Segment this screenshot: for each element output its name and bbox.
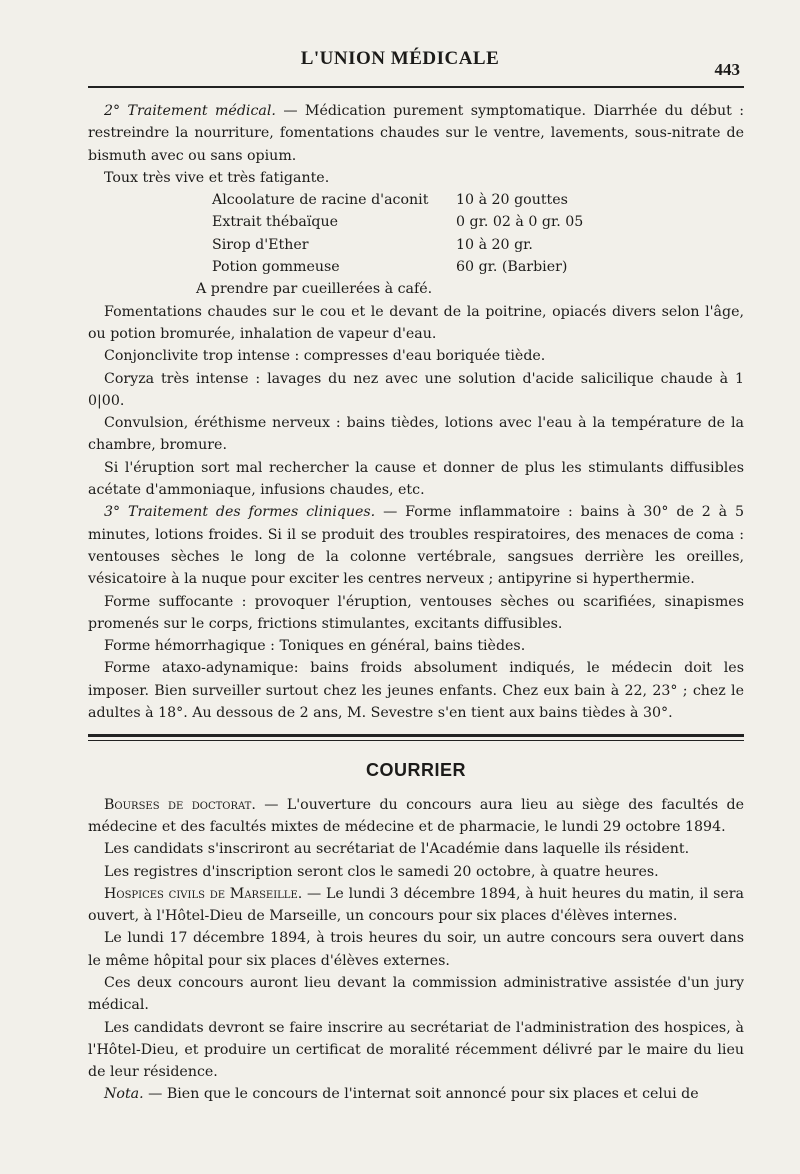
paragraph-fomentations: Fomentations chaudes sur le cou et le devant de la poitrine, opiacés divers selon l'âge, ou potion bromurée, inhalation de vapeur d'eau. <box>88 303 744 342</box>
prescription-row <box>212 211 744 233</box>
prescription-name: Sirop d'Ether <box>212 236 309 253</box>
paragraph-inscrire: Les candidats devront se faire inscrire au secrétariat de l'administration des hospices, à l'Hôtel-Dieu, et produire un certificat de moralité récemment délivré par le maire du lieu de leur résidence. <box>88 1019 744 1081</box>
prescription-dose: 10 à 20 gr. <box>456 236 533 253</box>
section-rule-thick <box>88 734 744 737</box>
paragraph-forme-hemorrhagique: Forme hémorrhagique : Toniques en général, bains tièdes. <box>104 638 526 655</box>
paragraph-traitement-medical: 2° Traitement médical. — Médication purement symptomatique. Diarrhée du début : restreindre la nourriture, fomentations chaudes sur le ventre, lavements, sous-nitrate de bismuth avec ou sans opium. <box>88 103 744 164</box>
label-bourses: Bourses de doctorat. <box>104 796 256 813</box>
paragraph-toux: Toux très vive et très fatigante. <box>104 169 330 186</box>
paragraph-conjonctivite: Conjonclivite trop intense : compresses d'eau boriquée tiède. <box>104 348 546 365</box>
paragraph-registres: Les registres d'inscription seront clos le samedi 20 octobre, à quatre heures. <box>104 863 659 880</box>
running-header-title: L'UNION MÉDICALE <box>300 48 500 69</box>
paragraph-forme-suffocante: Forme suffocante : provoquer l'éruption, ventouses sèches ou scarifiées, sinapismes promenés sur le corps, frictions stimulantes, excitants diffusibles. <box>88 593 744 632</box>
section-title-courrier: COURRIER <box>365 760 466 781</box>
paragraph-formes-cliniques: 3° Traitement des formes cliniques. — Forme inflammatoire : bains à 30° de 2 à 5 minutes, lotions froides. Si il se produit des troubles respiratoires, des menaces de coma : ventouses sèches le long de la colonne vertébrale, sangsues derrière les oreilles, vésicatoire à la nuque pour exciter les centres nerveux ; antipyrine si hyperthermie. <box>88 504 744 588</box>
paragraph-convulsion: Convulsion, éréthisme nerveux : bains tièdes, lotions avec l'eau à la température de la chambre, bromure. <box>88 415 744 454</box>
paragraph-nota: Nota. — Bien que le concours de l'internat soit annoncé pour six places et celui de <box>104 1086 699 1103</box>
paragraph-forme-ataxo: Forme ataxo-adynamique: bains froids absolument indiqués, le médecin doit les imposer. Bien surveiller surtout chez les jeunes enfants. Chez eux bain à 22, 23° ; chez le adultes à 18°. Au dessous de 2 ans, M. Sevestre s'en tient aux bains tièdes à 30°. <box>88 660 744 722</box>
prescription-dose: 10 à 20 gouttes <box>456 192 568 209</box>
paragraph-bourses: Bourses de doctorat. — L'ouverture du concours aura lieu au siège des facultés de médecine et des facultés mixtes de médecine et de pharmacie, le lundi 29 octobre 1894. <box>88 796 744 835</box>
prescription-name: Alcoolature de racine d'aconit <box>212 192 429 209</box>
section-rule-thin <box>88 740 744 741</box>
paragraph-eruption: Si l'éruption sort mal rechercher la cause et donner de plus les stimulants diffusibles acétate d'ammoniaque, infusions chaudes, etc. <box>88 459 744 499</box>
prescription-row <box>212 256 744 278</box>
paragraph-lundi-17: Le lundi 17 décembre 1894, à trois heures du soir, un autre concours sera ouvert dans le même hôpital pour six places d'élèves externes. <box>88 930 744 969</box>
prescription-row <box>212 234 744 256</box>
paragraph-coryza: Coryza très intense : lavages du nez avec une solution d'acide salicilique chaude à 1 0|00. <box>88 370 744 409</box>
paragraph-hospices: Hospices civils de Marseille. — Le lundi 3 décembre 1894, à huit heures du matin, il sera ouvert, à l'Hôtel-Dieu de Marseille, un concours pour six places d'élèves internes. <box>88 885 744 925</box>
label-hospices: Hospices civils de Marseille. <box>104 885 303 902</box>
paragraph-deux-concours: Ces deux concours auront lieu devant la commission administrative assistée d'un jury médical. <box>88 974 744 1014</box>
prescription-row <box>212 189 744 211</box>
heading-formes-cliniques: 3° Traitement des formes cliniques. <box>104 504 376 521</box>
paragraph-candidats: Les candidats s'inscriront au secrétariat de l'Académie dans laquelle ils résident. <box>104 841 690 858</box>
prescription-list <box>212 189 744 278</box>
prescription-dose: 60 gr. (Barbier) <box>456 259 568 276</box>
prescription-name: Extrait thébaïque <box>212 214 338 231</box>
header-rule <box>88 86 744 88</box>
prescription-dose: 0 gr. 02 à 0 gr. 05 <box>456 214 584 231</box>
heading-traitement-medical: 2° Traitement médical. <box>104 103 276 119</box>
label-nota: Nota. <box>104 1086 144 1103</box>
page-number: 443 <box>714 60 740 79</box>
prescription-name: Potion gommeuse <box>212 259 340 276</box>
prescription-note: A prendre par cueillerées à café. <box>196 281 433 298</box>
page-content <box>88 100 744 1106</box>
